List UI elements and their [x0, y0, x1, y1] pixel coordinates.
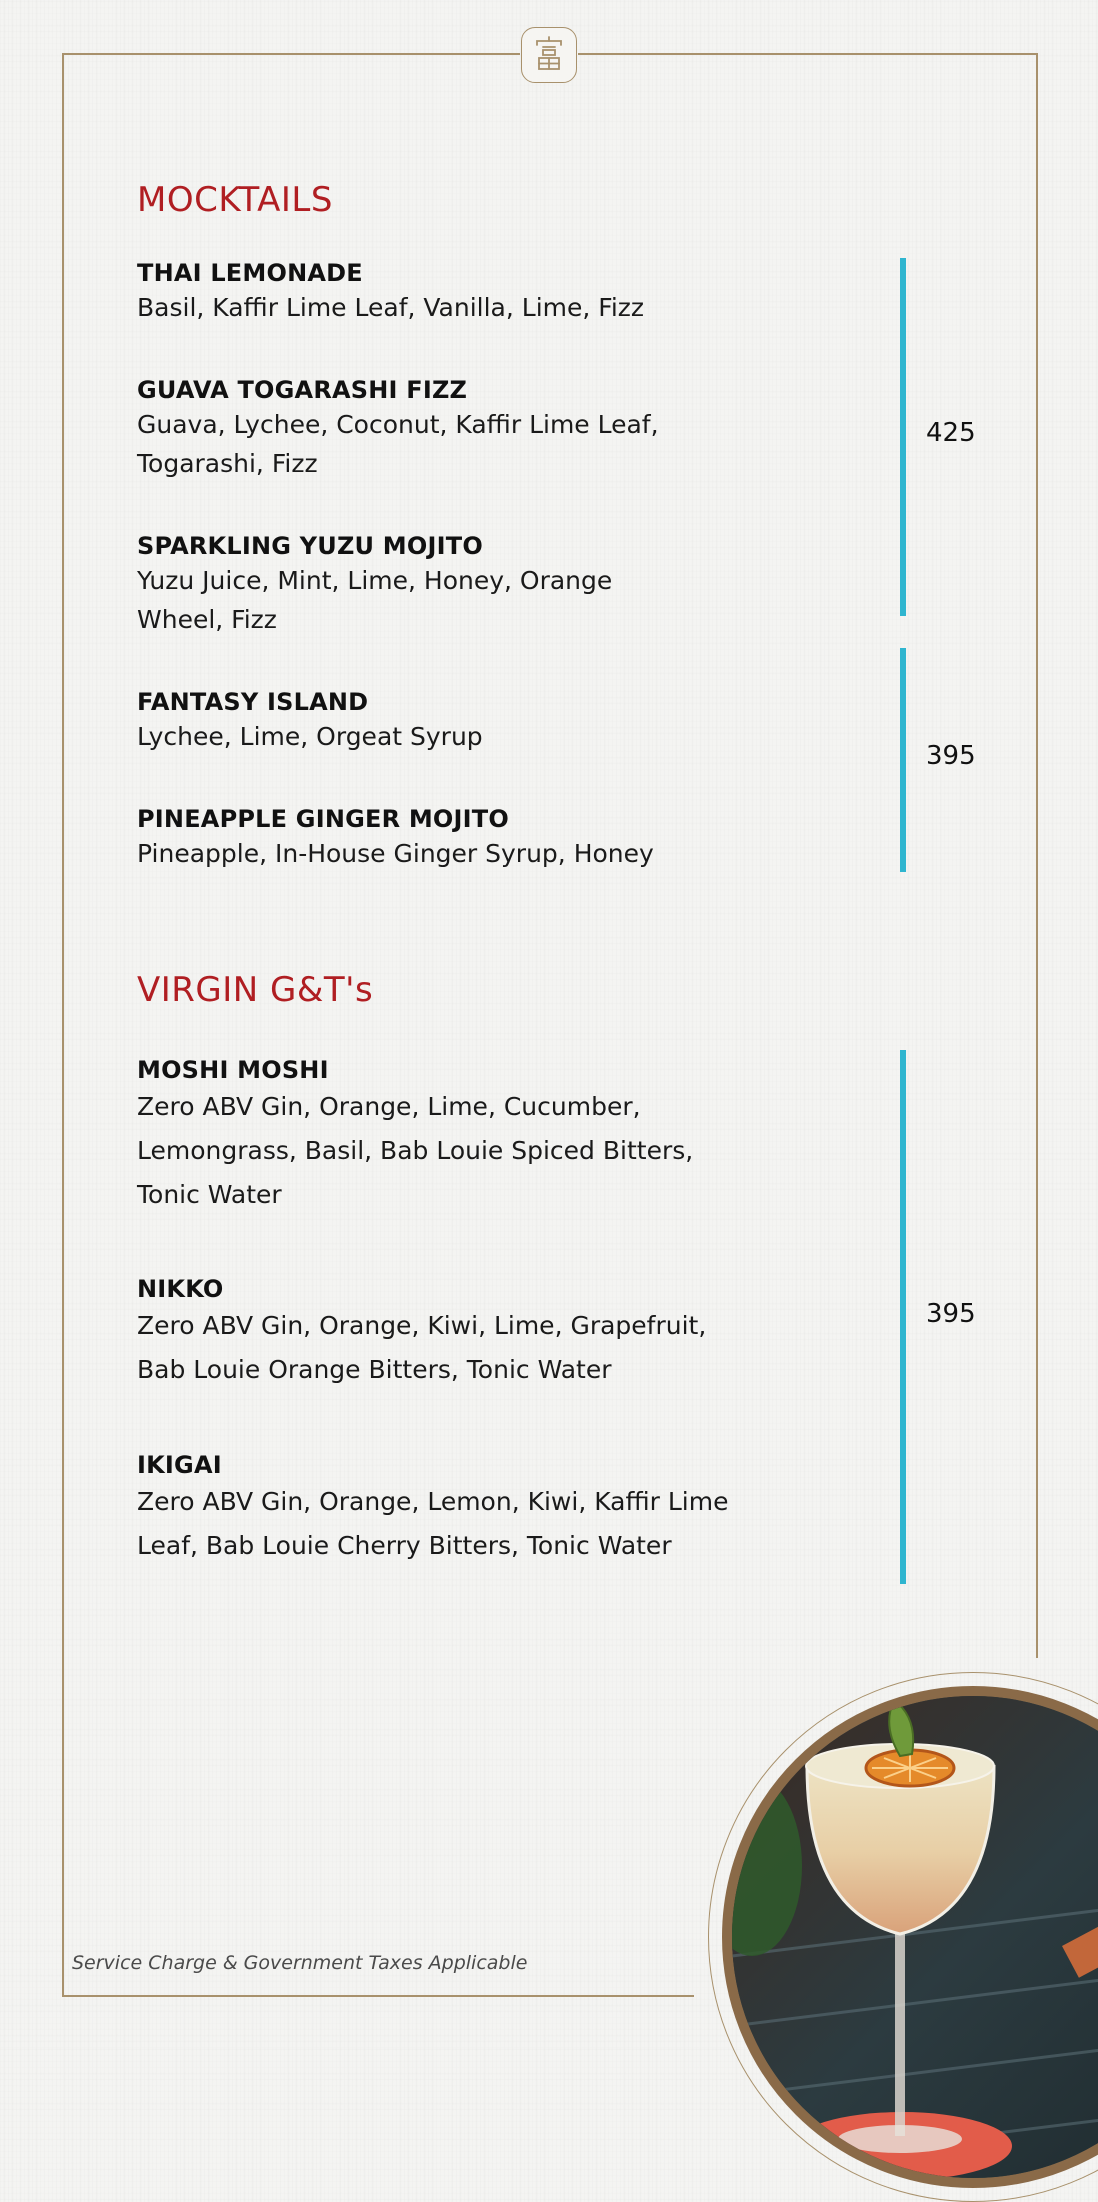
item-name: MOSHI MOSHI — [137, 1056, 329, 1084]
restaurant-logo-icon — [534, 35, 564, 75]
price-label: 425 — [926, 418, 976, 448]
item-description: Lychee, Lime, Orgeat Syrup — [137, 722, 483, 751]
item-description: Pineapple, In-House Ginger Syrup, Honey — [137, 839, 654, 868]
item-name: FANTASY ISLAND — [137, 688, 369, 716]
footer-note: Service Charge & Government Taxes Applicable — [72, 1952, 528, 1974]
item-name: IKIGAI — [137, 1451, 222, 1479]
menu-item-nikko — [137, 1274, 797, 1392]
menu-item-guava-togarashi-fizz — [137, 375, 797, 483]
menu-item-fantasy-island — [137, 687, 797, 756]
frame-border-left — [62, 53, 64, 1996]
item-description-line: Yuzu Juice, Mint, Lime, Honey, Orange — [137, 566, 613, 595]
price-bar — [900, 258, 906, 616]
price-bar — [900, 648, 906, 872]
frame-border-top-right — [578, 53, 1037, 55]
item-description-line: Zero ABV Gin, Orange, Kiwi, Lime, Grapefruit, — [137, 1311, 707, 1340]
item-description-line: Wheel, Fizz — [137, 605, 277, 634]
frame-border-top-left — [62, 53, 520, 55]
item-description-line: Zero ABV Gin, Orange, Lime, Cucumber, — [137, 1092, 641, 1121]
item-description-line: Bab Louie Orange Bitters, Tonic Water — [137, 1355, 612, 1384]
section-title-virgin-gnt: VIRGIN G&T's — [137, 970, 374, 1010]
item-name: NIKKO — [137, 1275, 224, 1303]
item-description-line: Leaf, Bab Louie Cherry Bitters, Tonic Water — [137, 1531, 672, 1560]
menu-item-ikigai — [137, 1450, 797, 1568]
price-bar — [900, 1050, 906, 1584]
item-description-line: Togarashi, Fizz — [137, 449, 318, 478]
menu-item-moshi-moshi — [137, 1055, 797, 1217]
menu-item-sparkling-yuzu-mojito — [137, 531, 797, 639]
frame-border-bottom — [62, 1995, 694, 1997]
price-label: 395 — [926, 741, 976, 771]
item-name: SPARKLING YUZU MOJITO — [137, 532, 483, 560]
item-name: PINEAPPLE GINGER MOJITO — [137, 805, 509, 833]
menu-item-thai-lemonade — [137, 258, 797, 327]
section-title-mocktails: MOCKTAILS — [137, 180, 333, 220]
restaurant-logo — [521, 27, 577, 83]
item-description-line: Guava, Lychee, Coconut, Kaffir Lime Leaf, — [137, 410, 659, 439]
item-description-line: Tonic Water — [137, 1180, 282, 1209]
frame-border-right — [1036, 53, 1038, 1658]
item-name: THAI LEMONADE — [137, 259, 363, 287]
item-name: GUAVA TOGARASHI FIZZ — [137, 376, 468, 404]
menu-item-pineapple-ginger-mojito — [137, 804, 797, 873]
price-label: 395 — [926, 1299, 976, 1329]
item-description-line: Lemongrass, Basil, Bab Louie Spiced Bitters, — [137, 1136, 694, 1165]
cocktail-photo-illustration — [732, 1696, 1098, 2178]
item-description: Basil, Kaffir Lime Leaf, Vanilla, Lime, Fizz — [137, 293, 645, 322]
item-description-line: Zero ABV Gin, Orange, Lemon, Kiwi, Kaffir Lime — [137, 1487, 729, 1516]
